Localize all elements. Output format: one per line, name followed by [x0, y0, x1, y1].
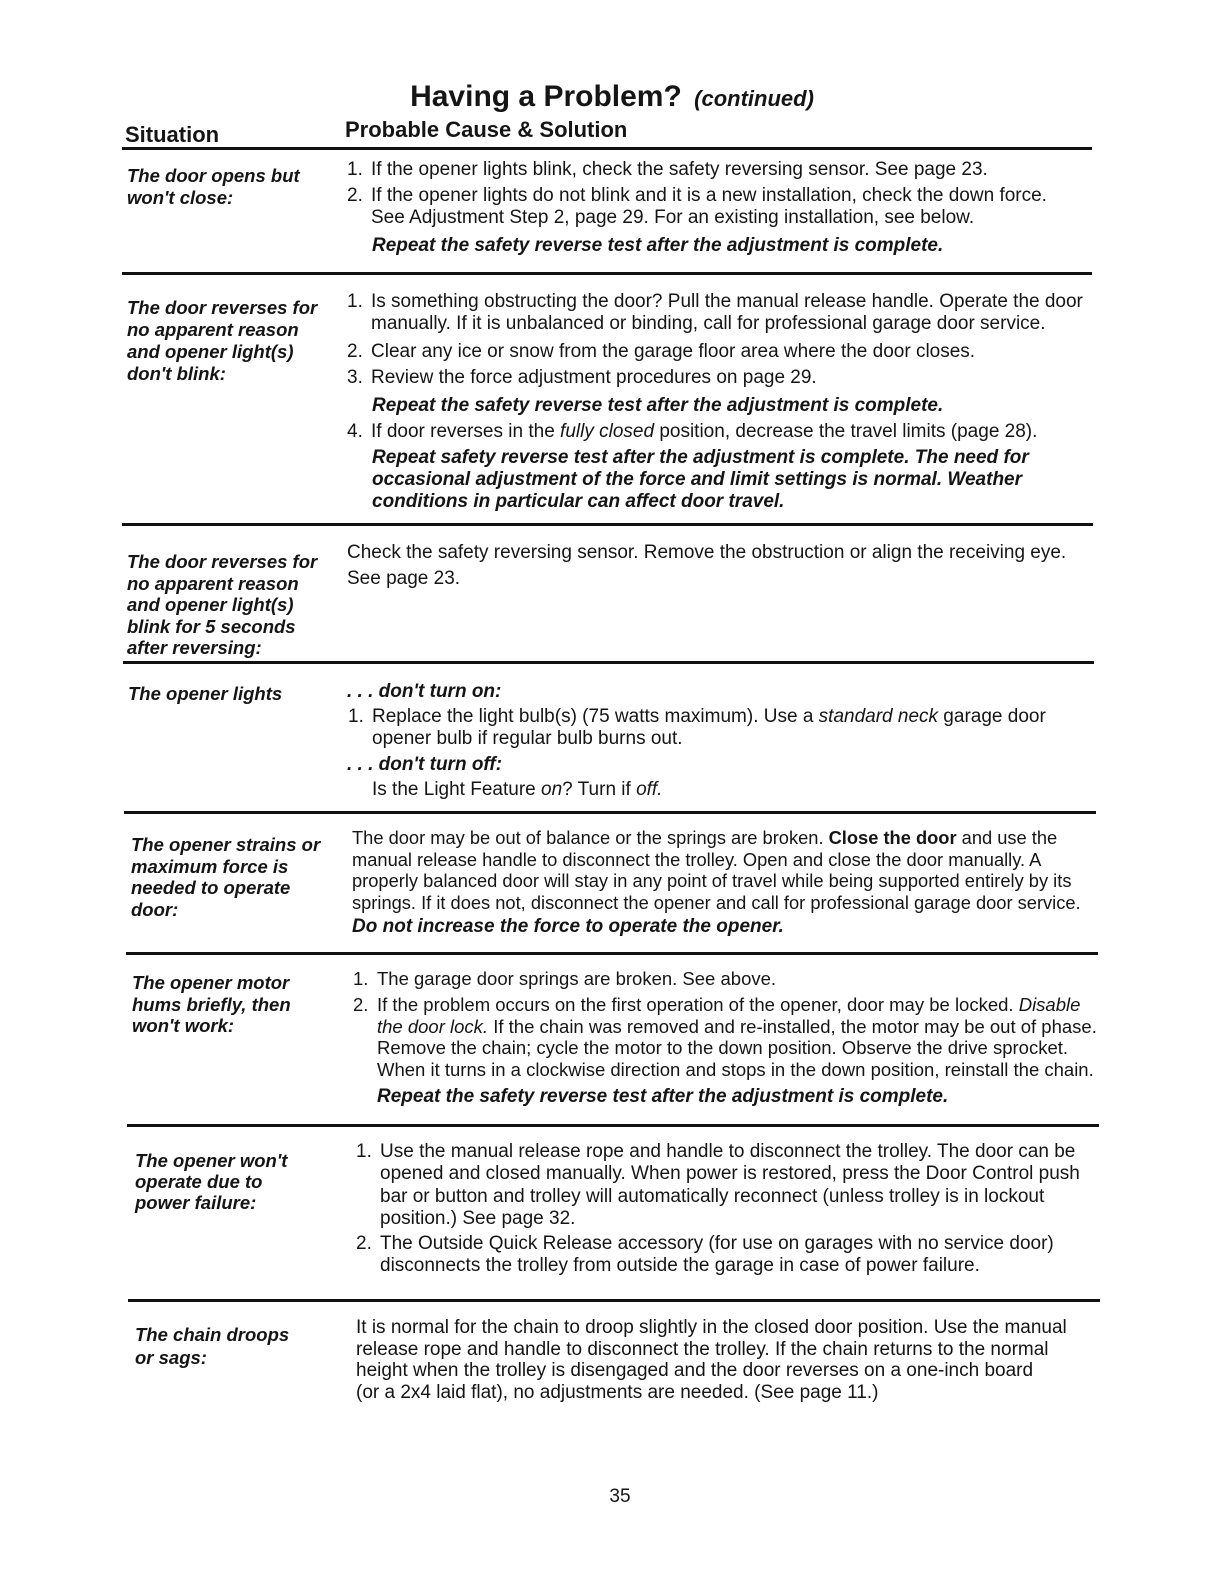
- note-line: Repeat the safety reverse test after the adjustment is complete.: [372, 235, 944, 256]
- emphasis-segment: off.: [636, 779, 663, 800]
- situation-line: or sags:: [135, 1346, 207, 1368]
- situation-line: won't work:: [132, 1015, 235, 1036]
- situation-line: blink for 5 seconds: [127, 615, 296, 637]
- solution-line: [377, 994, 1097, 1016]
- text-segment: Is the Light Feature: [372, 779, 541, 800]
- solution-step: [347, 341, 976, 363]
- solution-line: springs. If it does not, disconnect the opener and call for professional garage door service.: [352, 892, 1081, 914]
- situation-cell: [127, 297, 317, 385]
- step-number: 4.: [347, 421, 363, 442]
- solution-step: [347, 421, 1038, 443]
- solution-step: [347, 159, 988, 181]
- solution-line: Use the manual release rope and handle to disconnect the trolley. The door can be: [380, 1141, 1076, 1162]
- title-suffix: (continued): [694, 86, 814, 111]
- note-line: conditions in particular can affect door travel.: [372, 491, 785, 512]
- sub-heading-line: . . . don't turn off:: [347, 754, 503, 775]
- emphasis-segment: Disable: [1018, 994, 1081, 1015]
- sub-heading: [347, 681, 501, 703]
- situation-line: The door opens but: [127, 165, 300, 186]
- situation-cell: [127, 165, 300, 209]
- emphasis-segment: the door lock.: [377, 1015, 489, 1037]
- text-segment: position, decrease the travel limits (page 28).: [654, 421, 1038, 442]
- situation-cell: [135, 1150, 287, 1213]
- solution-line: See Adjustment Step 2, page 29. For an existing installation, see below.: [371, 207, 975, 228]
- solution-line: opened and closed manually. When power is restored, press the Door Control push: [380, 1163, 1080, 1185]
- row-divider: [126, 952, 1098, 955]
- situation-line: don't blink:: [127, 363, 226, 384]
- solution-text: [347, 568, 460, 590]
- note-line: Repeat the safety reverse test after the adjustment is complete.: [372, 395, 944, 416]
- text-segment: The door may be out of balance or the springs are broken.: [352, 827, 829, 848]
- solution-text: [347, 542, 1066, 564]
- situation-line: no apparent reason: [127, 319, 299, 340]
- step-number: 1.: [353, 968, 369, 989]
- situation-line: hums briefly, then: [132, 993, 291, 1015]
- situation-line: no apparent reason: [127, 572, 299, 594]
- solution-line: release rope and handle to disconnect the trolley. If the chain returns to the normal: [356, 1338, 1049, 1360]
- solution-line: The garage door springs are broken. See above.: [377, 968, 777, 989]
- solution-column-header: Probable Cause & Solution: [345, 117, 628, 142]
- situation-line: maximum force is: [131, 855, 289, 877]
- situation-line: The door reverses for: [127, 297, 318, 318]
- bold-segment: Close the door: [828, 827, 957, 848]
- situation-line: door:: [131, 899, 179, 921]
- solution-step: [353, 994, 1097, 1081]
- situation-line: after reversing:: [127, 637, 262, 658]
- solution-line: position.) See page 32.: [380, 1207, 576, 1229]
- step-number: 2.: [347, 341, 363, 362]
- row-divider: [124, 811, 1096, 814]
- situation-line: The opener won't: [135, 1150, 288, 1171]
- solution-line: See page 23.: [347, 568, 461, 589]
- solution-line: manually. If it is unbalanced or binding, call for professional garage door service.: [371, 313, 1046, 334]
- solution-line: [372, 779, 662, 801]
- solution-line: height when the trolley is disengaged and the door reverses on a one-inch board: [356, 1360, 1034, 1382]
- page-number: 35: [609, 1486, 631, 1507]
- situation-column-header: Situation: [125, 122, 220, 147]
- solution-step: [356, 1141, 1080, 1230]
- note-line: occasional adjustment of the force and limit settings is normal. Weather: [372, 469, 1023, 490]
- situation-line: power failure:: [135, 1192, 257, 1213]
- row-divider: [123, 661, 1094, 664]
- row-divider: [122, 523, 1093, 526]
- safety-note: [352, 916, 784, 938]
- row-divider: [127, 1124, 1099, 1127]
- solution-text: [352, 827, 1081, 914]
- solution-line: [352, 827, 1081, 849]
- solution-line: Review the force adjustment procedures on page 29.: [371, 367, 817, 388]
- text-segment: garage door: [938, 706, 1046, 727]
- sub-heading: [347, 754, 502, 776]
- step-number: 1.: [356, 1141, 372, 1162]
- sub-heading-line: . . . don't turn on:: [347, 681, 502, 702]
- emphasis-segment: fully closed: [560, 421, 655, 442]
- situation-line: The opener lights: [128, 683, 283, 704]
- solution-text: [372, 779, 662, 801]
- situation-cell: [127, 551, 317, 659]
- solution-line: opener bulb if regular bulb burns out.: [372, 728, 683, 749]
- text-segment: Replace the light bulb(s) (75 watts maximum). Use a: [372, 706, 819, 727]
- safety-note: [372, 395, 943, 417]
- solution-line: [377, 1016, 1097, 1038]
- situation-line: The opener strains or: [131, 834, 321, 855]
- step-number: 2.: [353, 994, 369, 1015]
- solution-step: [353, 968, 777, 990]
- solution-line: It is normal for the chain to droop slightly in the closed door position. Use the manual: [356, 1317, 1067, 1338]
- title-main: Having a Problem?: [410, 80, 682, 113]
- note-line: Repeat the safety reverse test after the adjustment is complete.: [377, 1086, 949, 1107]
- emphasis-segment: on: [541, 779, 563, 800]
- solution-line: Clear any ice or snow from the garage floor area where the door closes.: [371, 341, 976, 362]
- situation-cell: [132, 972, 291, 1037]
- step-number: 1.: [347, 159, 363, 180]
- solution-line: The Outside Quick Release accessory (for use on garages with no service door): [380, 1233, 1054, 1254]
- situation-line: operate due to: [135, 1171, 263, 1192]
- safety-note: [377, 1086, 948, 1108]
- situation-line: and opener light(s): [127, 594, 294, 615]
- text-segment: and use the: [956, 827, 1058, 848]
- step-number: 1.: [348, 706, 364, 727]
- situation-line: The chain droops: [135, 1324, 290, 1345]
- solution-step: [348, 706, 1046, 750]
- header-divider: [122, 147, 1092, 150]
- situation-line: The door reverses for: [127, 551, 318, 572]
- text-segment: If the chain was removed and re-installed, the motor may be out of phase.: [488, 1015, 1097, 1037]
- solution-line: manual release handle to disconnect the trolley. Open and close the door manually. A: [352, 848, 1042, 870]
- solution-line: bar or button and trolley will automatically reconnect (unless trolley is in lockout: [380, 1185, 1045, 1207]
- solution-line: If the opener lights do not blink and it is a new installation, check the down force.: [371, 185, 1047, 206]
- solution-step: [347, 367, 817, 389]
- solution-step: [356, 1233, 1054, 1276]
- situation-cell: [128, 683, 282, 705]
- solution-step: [347, 291, 1083, 335]
- step-number: 2.: [356, 1233, 372, 1254]
- solution-line: properly balanced door will stay in any point of travel while being supported entirely by its: [352, 870, 1072, 892]
- note-line: Repeat safety reverse test after the adjustment is complete. The need for: [372, 447, 1029, 468]
- solution-text: [356, 1317, 1067, 1404]
- text-segment: If the problem occurs on the first operation of the opener, door may be locked.: [377, 994, 1019, 1015]
- page-title: [0, 78, 1224, 118]
- emphasis-segment: standard neck: [818, 706, 939, 727]
- note-line: Do not increase the force to operate the opener.: [352, 916, 784, 937]
- situation-line: The opener motor: [132, 972, 290, 993]
- step-number: 2.: [347, 185, 363, 206]
- solution-step: [347, 185, 1047, 229]
- row-divider: [128, 1299, 1100, 1302]
- safety-note: [372, 235, 943, 257]
- solution-line: If the opener lights blink, check the safety reversing sensor. See page 23.: [371, 159, 988, 180]
- situation-line: won't close:: [127, 187, 234, 208]
- row-divider: [122, 272, 1092, 275]
- solution-line: [372, 706, 1046, 728]
- solution-line: Check the safety reversing sensor. Remove the obstruction or align the receiving eye.: [347, 542, 1067, 563]
- text-segment: If door reverses in the: [371, 421, 561, 442]
- solution-line: (or a 2x4 laid flat), no adjustments are needed. (See page 11.): [356, 1382, 879, 1404]
- step-number: 3.: [347, 367, 363, 388]
- situation-cell: [135, 1324, 289, 1369]
- safety-note: [372, 447, 1029, 513]
- situation-line: needed to operate: [131, 877, 291, 899]
- step-number: 1.: [347, 291, 363, 312]
- situation-cell: [131, 834, 320, 921]
- solution-line: disconnects the trolley from outside the garage in case of power failure.: [380, 1254, 980, 1276]
- solution-line: Is something obstructing the door? Pull the manual release handle. Operate the door: [371, 291, 1083, 312]
- solution-line: [371, 421, 1037, 443]
- text-segment: ? Turn if: [562, 779, 637, 800]
- solution-line: When it turns in a clockwise direction and stops in the down position, reinstall the chain.: [377, 1059, 1094, 1081]
- situation-line: and opener light(s): [127, 341, 294, 362]
- solution-line: Remove the chain; cycle the motor to the down position. Observe the drive sprocket.: [377, 1037, 1069, 1059]
